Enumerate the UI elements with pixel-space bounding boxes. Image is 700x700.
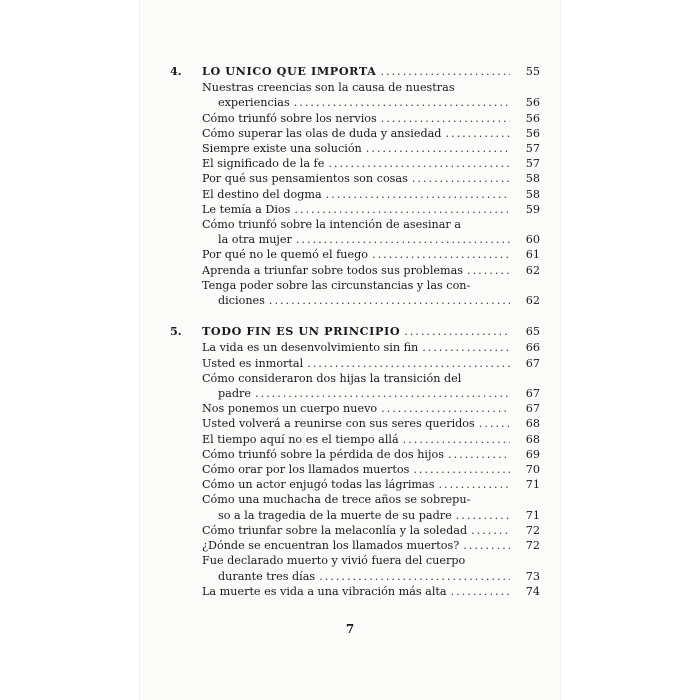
entry-text: Cómo una muchacha de trece años se sobrepu- xyxy=(202,493,471,507)
toc-entry-line xyxy=(202,386,540,401)
toc-entry-line xyxy=(202,141,540,156)
dot-leader xyxy=(404,324,510,339)
toc-entry-line xyxy=(202,202,540,217)
chapter-title: LO UNICO QUE IMPORTA xyxy=(202,64,377,78)
toc-entry-line xyxy=(202,416,540,431)
toc-entry xyxy=(202,447,540,462)
toc-entry xyxy=(202,247,540,262)
toc-entry xyxy=(202,584,540,599)
page-number: 7 xyxy=(345,622,355,636)
dot-leader xyxy=(294,202,510,217)
entry-text: la otra mujer xyxy=(218,233,292,247)
toc-entry-line xyxy=(202,477,540,492)
toc-entry-line xyxy=(202,340,540,355)
toc-entry-line xyxy=(202,401,540,416)
entry-page: 60 xyxy=(525,233,540,247)
entry-text: La muerte es vida a una vibración más alta xyxy=(202,584,447,598)
entry-text: Cómo consideraron dos hijas la transición del xyxy=(202,371,462,385)
toc-entry-line xyxy=(202,538,540,553)
dot-leader xyxy=(467,263,510,278)
entry-page: 66 xyxy=(525,341,540,355)
toc-entry xyxy=(202,356,540,371)
entry-text: Cómo superar las olas de duda y ansiedad xyxy=(202,126,442,140)
entry-page: 57 xyxy=(525,142,540,156)
dot-leader xyxy=(296,232,510,247)
toc-entry-line xyxy=(202,508,540,523)
entry-page: 70 xyxy=(525,463,540,477)
toc-entry-line xyxy=(202,432,540,447)
toc-entry-line xyxy=(202,126,540,141)
dot-leader xyxy=(381,401,510,416)
entry-text: El significado de la fe xyxy=(202,157,325,171)
dot-leader xyxy=(372,247,510,262)
toc-entry-line xyxy=(202,217,540,232)
entry-page: 57 xyxy=(525,157,540,171)
toc-entry xyxy=(202,156,540,171)
entry-page: 62 xyxy=(525,263,540,277)
dot-leader xyxy=(269,293,510,308)
entry-page: 56 xyxy=(525,126,540,140)
toc-entry-line xyxy=(202,553,540,568)
toc-entry xyxy=(202,263,540,278)
toc-entry xyxy=(202,477,540,492)
entry-text: Tenga poder sobre las circunstancias y las con- xyxy=(202,278,471,292)
entry-page: 69 xyxy=(525,447,540,461)
toc-entry-line xyxy=(202,293,540,308)
entry-text: Le temía a Dios xyxy=(202,202,291,216)
toc-entry-line xyxy=(202,156,540,171)
dot-leader xyxy=(463,538,510,553)
entry-page: 72 xyxy=(525,523,540,537)
entry-page: 58 xyxy=(525,187,540,201)
toc-entry-line xyxy=(202,247,540,262)
dot-leader xyxy=(471,523,510,538)
entry-page: 59 xyxy=(525,202,540,216)
dot-leader xyxy=(326,187,510,202)
toc-entry xyxy=(202,371,540,401)
entry-text: Aprenda a triunfar sobre todos sus problemas xyxy=(202,263,464,277)
chapter-number: 5. xyxy=(170,324,182,339)
entry-text: diciones xyxy=(218,294,265,308)
entry-text: Nos ponemos un cuerpo nuevo xyxy=(202,402,378,416)
toc-entry-line xyxy=(202,447,540,462)
toc-entry xyxy=(202,401,540,416)
chapter-heading xyxy=(170,324,540,339)
toc-entry-line xyxy=(202,80,540,95)
toc-entry-line xyxy=(202,263,540,278)
toc-entry xyxy=(202,171,540,186)
chapter-title: TODO FIN ES UN PRINCIPIO xyxy=(202,324,401,339)
dot-leader xyxy=(328,156,510,171)
toc-entry xyxy=(202,126,540,141)
chapter-entries xyxy=(202,80,540,308)
dot-leader xyxy=(456,508,510,523)
toc-entry xyxy=(202,202,540,217)
chapter-page: 65 xyxy=(525,325,540,339)
dot-leader xyxy=(366,141,510,156)
toc-entry xyxy=(202,278,540,308)
entry-text: Cómo triunfó sobre los nervios xyxy=(202,111,377,125)
entry-text: El destino del dogma xyxy=(202,187,322,201)
dot-leader xyxy=(438,477,510,492)
toc-entry-line xyxy=(202,232,540,247)
entry-page: 58 xyxy=(525,172,540,186)
entry-text: Usted volverá a reunirse con sus seres queridos xyxy=(202,417,475,431)
dot-leader xyxy=(412,171,510,186)
toc-entry xyxy=(202,111,540,126)
dot-leader xyxy=(451,584,510,599)
dot-leader xyxy=(448,447,510,462)
entry-text: Cómo triunfó sobre la pérdida de dos hijos xyxy=(202,447,444,461)
dot-leader xyxy=(319,569,510,584)
entry-page: 61 xyxy=(525,248,540,262)
toc-entry-line xyxy=(202,371,540,386)
toc-entry xyxy=(202,217,540,247)
toc-entry-line xyxy=(202,492,540,507)
toc-entry-line xyxy=(202,462,540,477)
entry-text: Siempre existe una solución xyxy=(202,142,362,156)
table-of-contents xyxy=(170,62,540,599)
entry-text: ¿Dónde se encuentran los llamados muertos? xyxy=(202,539,460,553)
entry-page: 71 xyxy=(525,508,540,522)
dot-leader xyxy=(445,126,510,141)
toc-entry-line xyxy=(202,356,540,371)
dot-leader xyxy=(403,432,510,447)
entry-text: Nuestras creencias son la causa de nuestras xyxy=(202,81,455,95)
toc-entry xyxy=(202,432,540,447)
entry-text: so a la tragedia de la muerte de su padre xyxy=(218,508,452,522)
toc-entry xyxy=(202,462,540,477)
dot-leader xyxy=(381,111,510,126)
chapter-heading xyxy=(170,64,540,79)
entry-page: 67 xyxy=(525,402,540,416)
dot-leader xyxy=(307,356,510,371)
dot-leader xyxy=(255,386,510,401)
entry-page: 67 xyxy=(525,356,540,370)
entry-text: Fue declarado muerto y vivió fuera del cuerpo xyxy=(202,554,466,568)
entry-page: 71 xyxy=(525,478,540,492)
toc-entry xyxy=(202,553,540,583)
dot-leader xyxy=(479,416,510,431)
dot-leader xyxy=(380,64,510,79)
dot-leader xyxy=(294,95,510,110)
toc-entry-line xyxy=(202,111,540,126)
book-page xyxy=(140,0,560,700)
entry-text: El tiempo aquí no es el tiempo allá xyxy=(202,432,399,446)
entry-page: 68 xyxy=(525,432,540,446)
entry-page: 56 xyxy=(525,111,540,125)
entry-text: Cómo triunfar sobre la melaconlía y la soledad xyxy=(202,523,468,537)
chapter-entries xyxy=(202,340,540,598)
entry-text: Por qué no le quemó el fuego xyxy=(202,248,369,262)
chapter-page: 55 xyxy=(525,65,540,78)
toc-entry xyxy=(202,416,540,431)
toc-entry-line xyxy=(202,278,540,293)
entry-page: 72 xyxy=(525,539,540,553)
toc-entry xyxy=(202,492,540,522)
toc-entry-line xyxy=(202,584,540,599)
entry-page: 62 xyxy=(525,294,540,308)
entry-text: padre xyxy=(218,387,251,401)
dot-leader xyxy=(422,340,510,355)
entry-page: 73 xyxy=(525,569,540,583)
toc-entry xyxy=(202,187,540,202)
entry-text: experiencias xyxy=(218,96,290,110)
toc-entry-line xyxy=(202,95,540,110)
entry-page: 56 xyxy=(525,96,540,110)
entry-text: Cómo orar por los llamados muertos xyxy=(202,463,410,477)
toc-entry xyxy=(202,340,540,355)
toc-entry xyxy=(202,141,540,156)
toc-entry-line xyxy=(202,187,540,202)
chapter-number: 4. xyxy=(170,64,182,78)
toc-entry xyxy=(202,538,540,553)
entry-page: 74 xyxy=(525,584,540,598)
toc-entry xyxy=(202,80,540,110)
entry-text: durante tres días xyxy=(218,569,316,583)
entry-text: La vida es un desenvolvimiento sin fin xyxy=(202,341,419,355)
entry-text: Por qué sus pensamientos son cosas xyxy=(202,172,408,186)
toc-entry xyxy=(202,523,540,538)
entry-text: Cómo un actor enjugó todas las lágrimas xyxy=(202,478,435,492)
entry-page: 68 xyxy=(525,417,540,431)
dot-leader xyxy=(413,462,510,477)
entry-text: Cómo triunfó sobre la intención de asesinar a xyxy=(202,218,462,232)
entry-page: 67 xyxy=(525,387,540,401)
toc-entry-line xyxy=(202,523,540,538)
entry-text: Usted es inmortal xyxy=(202,356,304,370)
toc-entry-line xyxy=(202,569,540,584)
toc-entry-line xyxy=(202,171,540,186)
